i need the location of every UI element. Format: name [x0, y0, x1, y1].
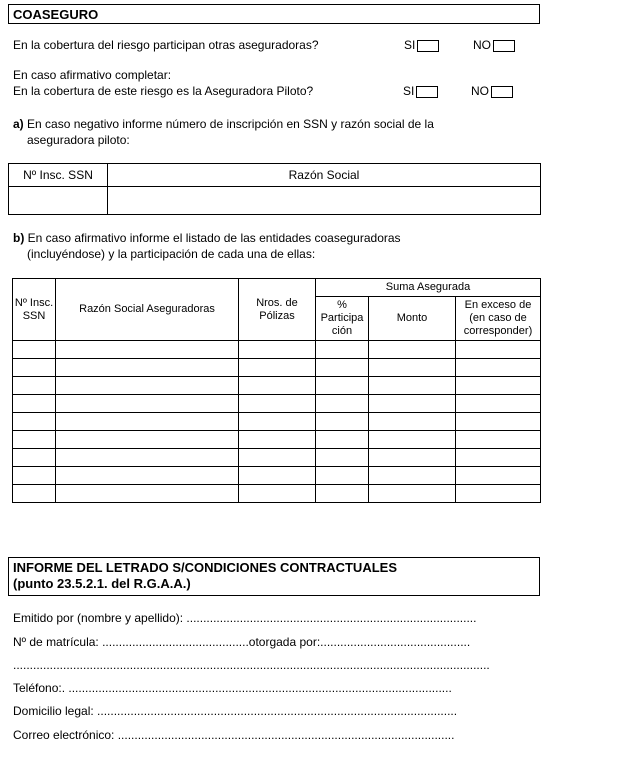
- cell-monto[interactable]: [369, 359, 456, 377]
- q2-no-checkbox[interactable]: [491, 86, 513, 98]
- pilot-insurer-table: [8, 163, 541, 215]
- coinsurers-table: [12, 278, 541, 503]
- telefono-field[interactable]: Teléfono:. ...................................................................................................................: [13, 681, 452, 695]
- cell-insc[interactable]: [13, 449, 56, 467]
- table-row: [13, 449, 541, 467]
- emitido-por-field[interactable]: Emitido por (nombre y apellido): .......................................................................................: [13, 611, 477, 625]
- cell-monto[interactable]: [369, 413, 456, 431]
- cell-razon[interactable]: [56, 341, 239, 359]
- correo-field[interactable]: Correo electrónico: .....................................................................................................: [13, 728, 455, 742]
- cell-pct[interactable]: [316, 377, 369, 395]
- cell-pct[interactable]: [316, 485, 369, 503]
- table-row: [13, 377, 541, 395]
- cell-polizas[interactable]: [239, 359, 316, 377]
- affirmative-intro: [13, 68, 171, 82]
- table-row: [13, 431, 541, 449]
- q1-si-option[interactable]: [404, 38, 439, 52]
- col-suma-asegurada: Suma Asegurada: [316, 279, 541, 297]
- cell-exceso[interactable]: [456, 413, 541, 431]
- matricula-field[interactable]: Nº de matrícula: ............................................otorgada por:.............................................: [13, 635, 471, 649]
- coaseguro-title: [8, 4, 540, 24]
- cell-razon[interactable]: [56, 485, 239, 503]
- cell-polizas[interactable]: [239, 431, 316, 449]
- cell-polizas[interactable]: [239, 395, 316, 413]
- table-row: [13, 413, 541, 431]
- cell-exceso[interactable]: [456, 467, 541, 485]
- pilot-razon-cell[interactable]: [108, 187, 541, 215]
- item-a-paragraph: [13, 116, 533, 148]
- q1-no-label: NO: [473, 38, 491, 52]
- item-b-text-line1: En caso afirmativo informe el listado de las entidades coaseguradoras: [27, 231, 401, 245]
- q2-no-label: NO: [471, 84, 489, 98]
- item-a-label: a): [13, 117, 24, 131]
- domicilio-field[interactable]: Domicilio legal: ............................................................................................................: [13, 704, 458, 718]
- table-row: [13, 341, 541, 359]
- q1-no-option[interactable]: [473, 38, 515, 52]
- cell-insc[interactable]: [13, 485, 56, 503]
- cell-pct[interactable]: [316, 467, 369, 485]
- informe-title: [8, 557, 540, 596]
- affirmative-intro-text: En caso afirmativo completar:: [13, 68, 172, 82]
- cell-insc[interactable]: [13, 467, 56, 485]
- item-a-text-line2: aseguradora piloto:: [27, 133, 130, 147]
- cell-razon[interactable]: [56, 449, 239, 467]
- cell-pct[interactable]: [316, 449, 369, 467]
- q1-si-checkbox[interactable]: [417, 40, 439, 52]
- cell-razon[interactable]: [56, 395, 239, 413]
- cell-exceso[interactable]: [456, 359, 541, 377]
- table-row: [13, 485, 541, 503]
- cell-insc[interactable]: [13, 413, 56, 431]
- q2-si-label: SI: [403, 84, 415, 98]
- q1-si-label: SI: [404, 38, 416, 52]
- item-b-label: b): [13, 231, 25, 245]
- cell-monto[interactable]: [369, 395, 456, 413]
- cell-pct[interactable]: [316, 431, 369, 449]
- col-participacion: % Participa ción: [316, 297, 369, 341]
- cell-monto[interactable]: [369, 485, 456, 503]
- cell-pct[interactable]: [316, 341, 369, 359]
- cell-exceso[interactable]: [456, 449, 541, 467]
- cell-razon[interactable]: [56, 467, 239, 485]
- q2-si-checkbox[interactable]: [416, 86, 438, 98]
- cell-pct[interactable]: [316, 413, 369, 431]
- cell-polizas[interactable]: [239, 467, 316, 485]
- pilot-col-insc: Nº Insc. SSN: [9, 164, 108, 187]
- cell-pct[interactable]: [316, 395, 369, 413]
- pilot-insc-cell[interactable]: [9, 187, 108, 215]
- question-pilot-insurer: [13, 84, 313, 98]
- cell-polizas[interactable]: [239, 449, 316, 467]
- cell-razon[interactable]: [56, 431, 239, 449]
- item-a-text-line1: En caso negativo informe número de inscripción en SSN y razón social de la: [27, 117, 434, 131]
- q1-no-checkbox[interactable]: [493, 40, 515, 52]
- cell-exceso[interactable]: [456, 341, 541, 359]
- cell-monto[interactable]: [369, 377, 456, 395]
- blank-line-field[interactable]: ...............................................................................................................................................: [13, 658, 490, 672]
- cell-polizas[interactable]: [239, 413, 316, 431]
- cell-exceso[interactable]: [456, 485, 541, 503]
- q2-no-option[interactable]: [471, 84, 513, 98]
- table-row: [13, 359, 541, 377]
- cell-razon[interactable]: [56, 377, 239, 395]
- cell-razon[interactable]: [56, 359, 239, 377]
- pilot-col-razon: Razón Social: [108, 164, 541, 187]
- cell-polizas[interactable]: [239, 377, 316, 395]
- item-b-text-line2: (incluyéndose) y la participación de cada una de ellas:: [27, 247, 316, 261]
- table-row: [13, 467, 541, 485]
- cell-insc[interactable]: [13, 341, 56, 359]
- informe-title-line2: (punto 23.5.2.1. del R.G.A.A.): [13, 576, 191, 591]
- cell-polizas[interactable]: [239, 341, 316, 359]
- cell-monto[interactable]: [369, 467, 456, 485]
- cell-insc[interactable]: [13, 359, 56, 377]
- informe-title-line1: INFORME DEL LETRADO S/CONDICIONES CONTRACTUALES: [13, 560, 397, 575]
- table-row: [13, 395, 541, 413]
- cell-monto[interactable]: [369, 431, 456, 449]
- cell-exceso[interactable]: [456, 395, 541, 413]
- cell-insc[interactable]: [13, 395, 56, 413]
- question-pilot-insurer-text: En la cobertura de este riesgo es la Aseguradora Piloto?: [13, 84, 314, 98]
- cell-exceso[interactable]: [456, 377, 541, 395]
- cell-polizas[interactable]: [239, 485, 316, 503]
- col-razon-social: Razón Social Aseguradoras: [56, 279, 239, 341]
- col-exceso: En exceso de (en caso de corresponder): [456, 297, 541, 341]
- cell-pct[interactable]: [316, 359, 369, 377]
- cell-insc[interactable]: [13, 377, 56, 395]
- q2-si-option[interactable]: [403, 84, 438, 98]
- question-other-insurers: [13, 38, 319, 52]
- cell-razon[interactable]: [56, 413, 239, 431]
- cell-monto[interactable]: [369, 449, 456, 467]
- col-nros-polizas: Nros. de Pólizas: [239, 279, 316, 341]
- col-monto: Monto: [369, 297, 456, 341]
- cell-insc[interactable]: [13, 431, 56, 449]
- cell-exceso[interactable]: [456, 431, 541, 449]
- col-insc-ssn: Nº Insc. SSN: [13, 279, 56, 341]
- question-other-insurers-text: En la cobertura del riesgo participan otras aseguradoras?: [13, 38, 319, 52]
- cell-monto[interactable]: [369, 341, 456, 359]
- item-b-paragraph: [13, 230, 533, 262]
- coaseguro-title-text: COASEGURO: [13, 7, 99, 22]
